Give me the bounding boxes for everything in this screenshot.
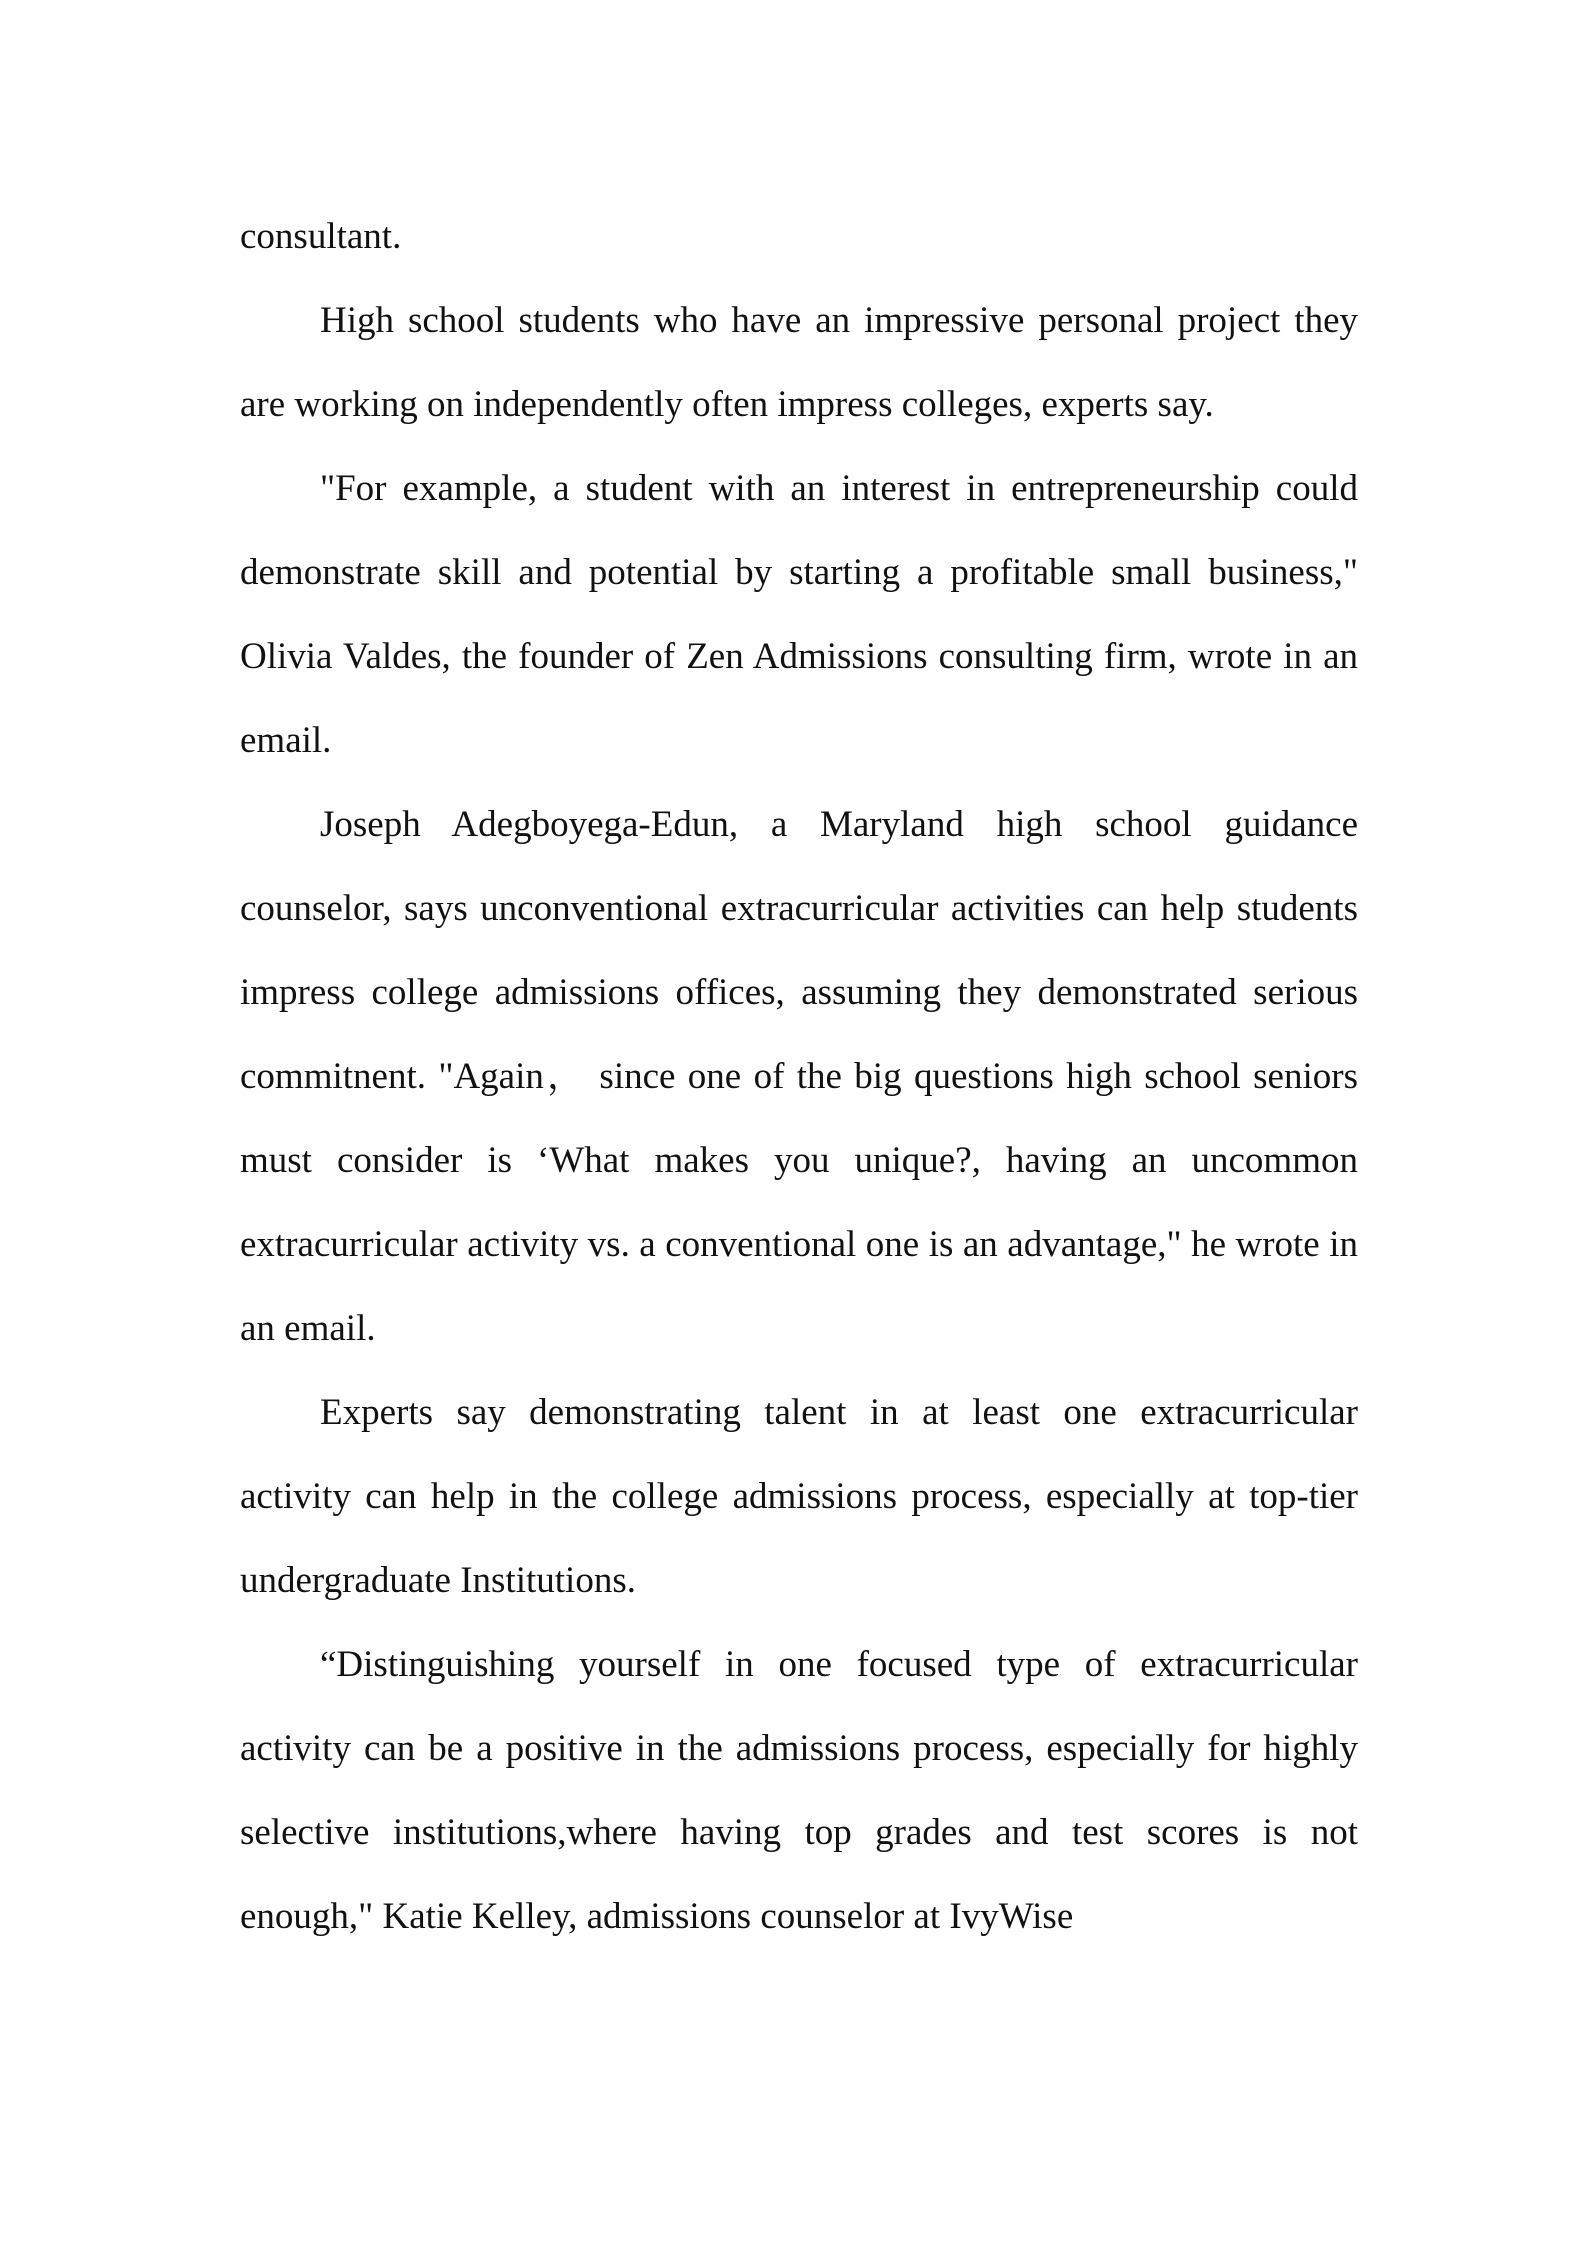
paragraph-kelley-quote: “Distinguishing yourself in one focused type of extracurricular activity can be a positive in the admissions process, especially for highly selective institutions,where having top grades and test scores is not enough," Katie Kelley, admissions counselor at IvyWise — [240, 1644, 1358, 1937]
paragraph-valdes-quote: "For example, a student with an interest in entrepreneurship could demonstrate skill and potential by starting a profitable small business," Olivia Valdes, the founder of Zen Admissions consulting firm, wrote in an email. — [240, 468, 1358, 761]
article-body — [240, 195, 1358, 1959]
paragraph-personal-project: High school students who have an impressive personal project they are working on independently often impress colleges, experts say. — [240, 300, 1358, 425]
paragraph-experts-talent: Experts say demonstrating talent in at least one extracurricular activity can help in the college admissions process, especially at top-tier undergraduate Institutions. — [240, 1392, 1358, 1601]
paragraph-adegboyega-edun: Joseph Adegboyega-Edun, a Maryland high school guidance counselor, says unconventional extracurricular activities can help students impress college admissions offices, assuming they demonstrated serious commitnent. "Again， since one of the big questions high school seniors must consider is ‘What makes you unique?, having an uncommon extracurricular activity vs. a conventional one is an advantage," he wrote in an email. — [240, 804, 1358, 1349]
paragraph-continuation: consultant. — [240, 216, 402, 257]
